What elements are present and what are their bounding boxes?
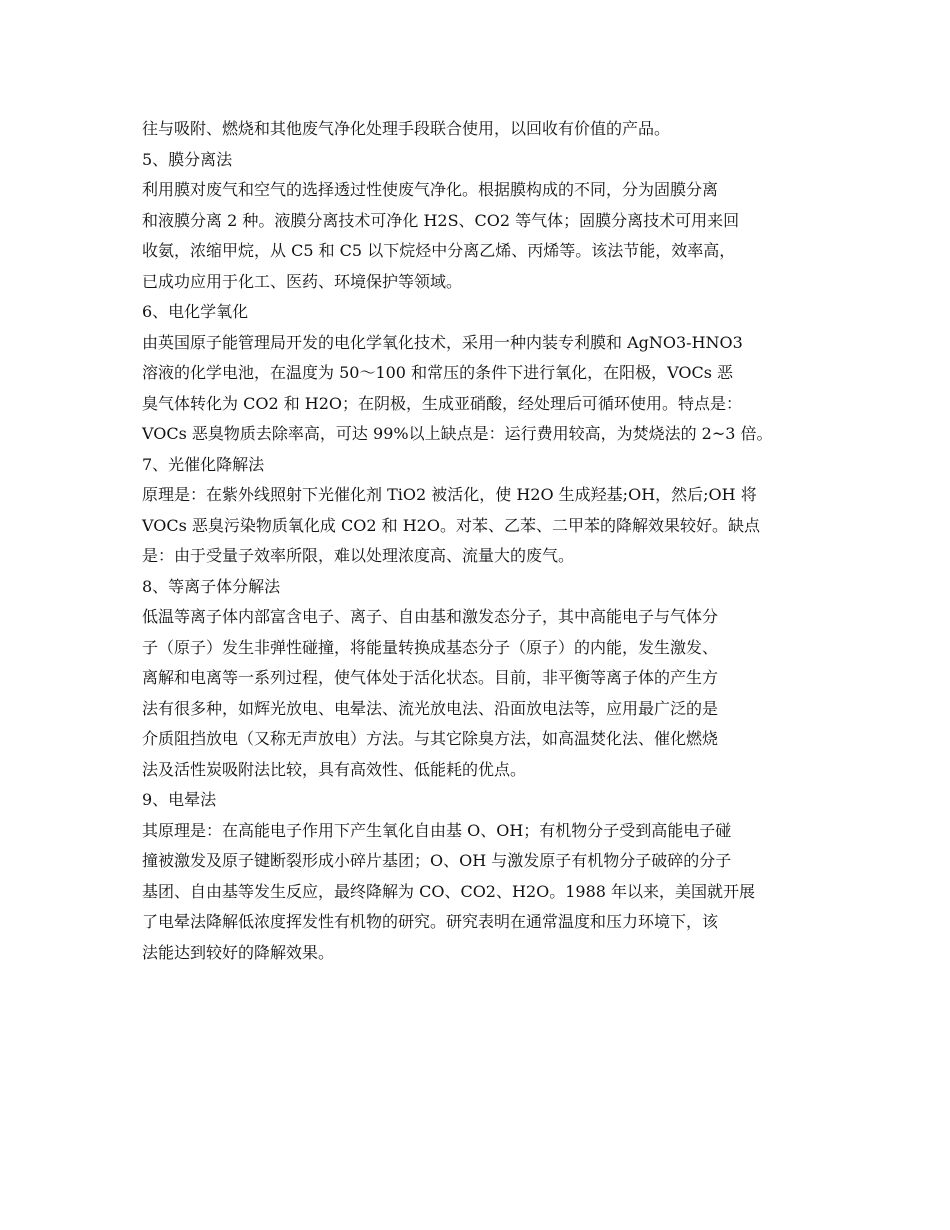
section-corona-method bbox=[142, 785, 822, 968]
section-membrane-separation bbox=[142, 145, 822, 298]
intro-line: 往与吸附、燃烧和其他废气净化处理手段联合使用，以回收有价值的产品。 bbox=[142, 119, 671, 138]
paragraph-line: VOCs 恶臭物质去除率高，可达 99%以上缺点是：运行费用较高，为焚烧法的 2~3 倍。 bbox=[142, 424, 773, 443]
document-body bbox=[142, 114, 822, 968]
paragraph-line: 其原理是：在高能电子作用下产生氧化自由基 O、OH；有机物分子受到高能电子碰 bbox=[142, 820, 732, 840]
section-heading: 9、电晕法 bbox=[142, 790, 217, 809]
paragraph-line: 臭气体转化为 CO2 和 H2O；在阴极，生成亚硝酸，经处理后可循环使用。特点是： bbox=[142, 393, 743, 413]
paragraph-line: 已成功应用于化工、医药、环境保护等领域。 bbox=[142, 271, 463, 291]
paragraph-line: 是：由于受量子效率所限，难以处理浓度高、流量大的废气。 bbox=[142, 546, 575, 565]
paragraph-line: 利用膜对废气和空气的选择透过性使废气净化。根据膜构成的不同，分为固膜分离 bbox=[142, 180, 719, 199]
paragraph-line: 收氨，浓缩甲烷，从 C5 和 C5 以下烷烃中分离乙烯、丙烯等。该法节能，效率高， bbox=[142, 241, 736, 260]
paragraph-line: 撞被激发及原子键断裂形成小碎片基团；O、OH 与激发原子有机物分子破碎的分子 bbox=[142, 851, 732, 870]
paragraph-line: 离解和电离等一系列过程，使气体处于活化状态。目前，非平衡等离子体的产生方 bbox=[142, 668, 719, 687]
paragraph-line: 和液膜分离 2 种。液膜分离技术可净化 H2S、CO2 等气体；固膜分离技术可用来回 bbox=[142, 210, 740, 230]
section-plasma-decomposition bbox=[142, 572, 822, 786]
paragraph-line: 介质阻挡放电（又称无声放电）方法。与其它除臭方法，如高温焚化法、催化燃烧 bbox=[142, 729, 719, 748]
paragraph-line: VOCs 恶臭污染物质氧化成 CO2 和 H2O。对苯、乙苯、二甲苯的降解效果较好。缺点 bbox=[142, 515, 760, 535]
paragraph-line: 子（原子）发生非弹性碰撞，将能量转换成基态分子（原子）的内能，发生激发、 bbox=[142, 637, 719, 657]
paragraph-line: 溶液的化学电池，在温度为 50～100 和常压的条件下进行氧化，在阳极，VOCs 恶 bbox=[142, 363, 734, 382]
paragraph-line: 由英国原子能管理局开发的电化学氧化技术，采用一种内装专利膜和 AgNO3-HNO3 bbox=[142, 332, 743, 352]
paragraph-line: 低温等离子体内部富含电子、离子、自由基和激发态分子，其中高能电子与气体分 bbox=[142, 607, 719, 626]
paragraph-line: 原理是：在紫外线照射下光催化剂 TiO2 被活化，使 H2O 生成羟基;OH，然后;OH 将 bbox=[142, 485, 757, 504]
paragraph-line: 法能达到较好的降解效果。 bbox=[142, 942, 335, 962]
section-heading: 5、膜分离法 bbox=[142, 149, 233, 169]
section-electrochemical-oxidation bbox=[142, 297, 822, 450]
paragraph-line: 了电晕法降解低浓度挥发性有机物的研究。研究表明在通常温度和压力环境下，该 bbox=[142, 912, 719, 931]
paragraph-line: 法及活性炭吸附法比较，具有高效性、低能耗的优点。 bbox=[142, 759, 527, 779]
section-heading: 7、光催化降解法 bbox=[142, 454, 265, 474]
paragraph-line: 基团、自由基等发生反应，最终降解为 CO、CO2、H2O。1988 年以来，美国就开展 bbox=[142, 881, 756, 901]
section-heading: 8、等离子体分解法 bbox=[142, 576, 281, 596]
section-heading: 6、电化学氧化 bbox=[142, 302, 249, 321]
section-photocatalytic-degradation bbox=[142, 450, 822, 572]
paragraph-line: 法有很多种，如辉光放电、电晕法、流光放电法、沿面放电法等，应用最广泛的是 bbox=[142, 698, 719, 718]
